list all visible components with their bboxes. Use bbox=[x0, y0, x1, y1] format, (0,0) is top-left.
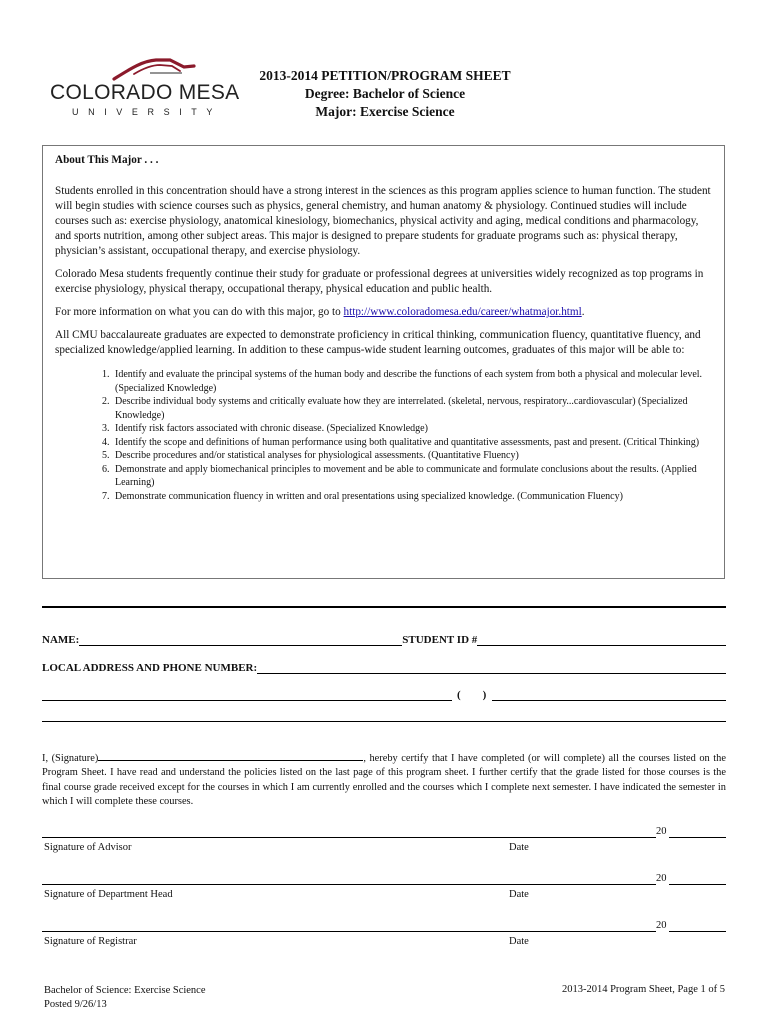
heading-degree: Degree: Bachelor of Science bbox=[304, 86, 466, 101]
advisor-signature-label: Signature of Advisor bbox=[44, 842, 132, 853]
mesa-mountain-icon bbox=[112, 57, 196, 81]
department-head-year-field[interactable] bbox=[669, 884, 726, 885]
registrar-signature-label: Signature of Registrar bbox=[44, 936, 137, 947]
outcome-item: 7. Demonstrate communication fluency in written and oral presentations using specialized knowledge. (Communication Fluency) bbox=[112, 490, 712, 504]
outcome-item: 3. Identify risk factors associated with chronic disease. (Specialized Knowledge) bbox=[112, 422, 712, 436]
address-row bbox=[42, 662, 726, 674]
student-id-field[interactable] bbox=[477, 634, 726, 646]
student-id-label: STUDENT ID # bbox=[402, 634, 478, 646]
learning-outcomes-list bbox=[55, 368, 712, 503]
career-link[interactable]: http://www.coloradomesa.edu/career/whatmajor.html bbox=[343, 306, 582, 318]
address-bottom-line bbox=[42, 721, 726, 722]
phone-field[interactable] bbox=[492, 689, 726, 701]
name-field[interactable] bbox=[79, 634, 402, 646]
year-prefix: 20 bbox=[656, 873, 667, 884]
address-label: LOCAL ADDRESS AND PHONE NUMBER: bbox=[42, 662, 258, 674]
registrar-year-field[interactable] bbox=[669, 931, 726, 932]
advisor-date-label: Date bbox=[509, 842, 529, 853]
registrar-date-label: Date bbox=[509, 936, 529, 947]
phone-open-paren: ( bbox=[457, 689, 461, 701]
outcome-item: 4. Identify the scope and definitions of human performance using both qualitative and quantitative assessments, past and present. (Critical Thinking) bbox=[112, 436, 712, 450]
address-phone-row bbox=[42, 689, 726, 701]
advisor-year-field[interactable] bbox=[669, 837, 726, 838]
about-paragraph-3 bbox=[55, 305, 712, 320]
year-prefix: 20 bbox=[656, 826, 667, 837]
logo-university: UNIVERSITY bbox=[72, 107, 223, 117]
more-info-suffix: . bbox=[581, 306, 585, 318]
outcome-item: 5. Describe procedures and/or statistical analyses for physiological assessments. (Quantitative Fluency) bbox=[112, 449, 712, 463]
name-label: NAME: bbox=[42, 634, 80, 646]
about-paragraph-4: All CMU baccalaureate graduates are expected to demonstrate proficiency in critical thinking, communication fluency, quantitative fluency, and specialized knowledge/applied learning. In addition to these campus-wide student learning outcomes, graduates of this major will be able to: bbox=[55, 329, 701, 356]
name-row bbox=[42, 634, 726, 646]
phone-close-paren: ) bbox=[482, 689, 487, 701]
outcome-item: 1. Identify and evaluate the principal systems of the human body and describe the functions of each system from both a physical and molecular level. (Specialized Knowledge) bbox=[112, 368, 712, 395]
footer-left bbox=[44, 984, 206, 1012]
address-field-line-1[interactable] bbox=[257, 662, 726, 674]
year-prefix: 20 bbox=[656, 920, 667, 931]
department-head-signature-field[interactable] bbox=[42, 884, 656, 885]
outcome-item: 6. Demonstrate and apply biomechanical principles to movement and be able to communicate and formulate conclusions about the results. (Applied Learning) bbox=[112, 463, 712, 490]
about-paragraph-1: Students enrolled in this concentration should have a strong interest in the sciences as this program applies science to human function. The student will begin studies with science courses such as physics, general chemistry, and human anatomy & physiology. Continued studies will include courses such as: exercise physiology, anatomical kinesiology, biomechanics, physical activity and aging, medical conditions and pharmacology, and sports nutrition, among other subject areas. This major is designed to prepare students for graduate programs such as: physical therapy, physician’s assistant, occupational therapy, and exercise physiology. bbox=[55, 185, 711, 257]
outcome-item: 2. Describe individual body systems and critically evaluate how they are interrelated. (skeletal, nervous, respiratory...cardiovascular) (Specialized Knowledge) bbox=[112, 395, 712, 422]
footer-page-number: 2013-2014 Program Sheet, Page 1 of 5 bbox=[561, 984, 725, 995]
registrar-signature-field[interactable] bbox=[42, 931, 656, 932]
advisor-signature-field[interactable] bbox=[42, 837, 656, 838]
department-head-date-label: Date bbox=[509, 889, 529, 900]
footer-posted-date: Posted 9/26/13 bbox=[44, 999, 107, 1010]
certify-text: , hereby certify that I have completed (or will complete) all the courses listed on the Program Sheet. I have read and understand the policies listed on the last page of this program sheet. I further certify that the grade listed for those courses is the final course grade received except for the courses in which I am currently enrolled and the courses which I complete next semester. I have indicated the semester in which I will complete these courses. bbox=[42, 753, 726, 807]
department-head-signature-label: Signature of Department Head bbox=[44, 889, 173, 900]
certification-statement bbox=[42, 751, 726, 809]
university-logo bbox=[50, 57, 240, 121]
certify-prefix: I, (Signature) bbox=[42, 753, 99, 764]
student-signature-field[interactable] bbox=[98, 751, 363, 761]
address-field-line-2[interactable] bbox=[42, 689, 452, 701]
section-divider bbox=[42, 606, 726, 608]
heading-major: Major: Exercise Science bbox=[315, 104, 455, 119]
heading-title: 2013-2014 PETITION/PROGRAM SHEET bbox=[259, 68, 511, 83]
more-info-text: For more information on what you can do with this major, go to bbox=[55, 306, 344, 318]
about-paragraph-2: Colorado Mesa students frequently continue their study for graduate or professional degrees at universities widely recognized as top programs in exercise physiology, physical therapy, occupational therapy, physical education and public health. bbox=[55, 268, 704, 295]
about-title: About This Major . . . bbox=[55, 154, 159, 166]
logo-name: COLORADO MESA bbox=[50, 81, 240, 104]
footer-program: Bachelor of Science: Exercise Science bbox=[44, 985, 206, 996]
about-major-box bbox=[42, 145, 725, 579]
document-heading bbox=[230, 67, 540, 121]
